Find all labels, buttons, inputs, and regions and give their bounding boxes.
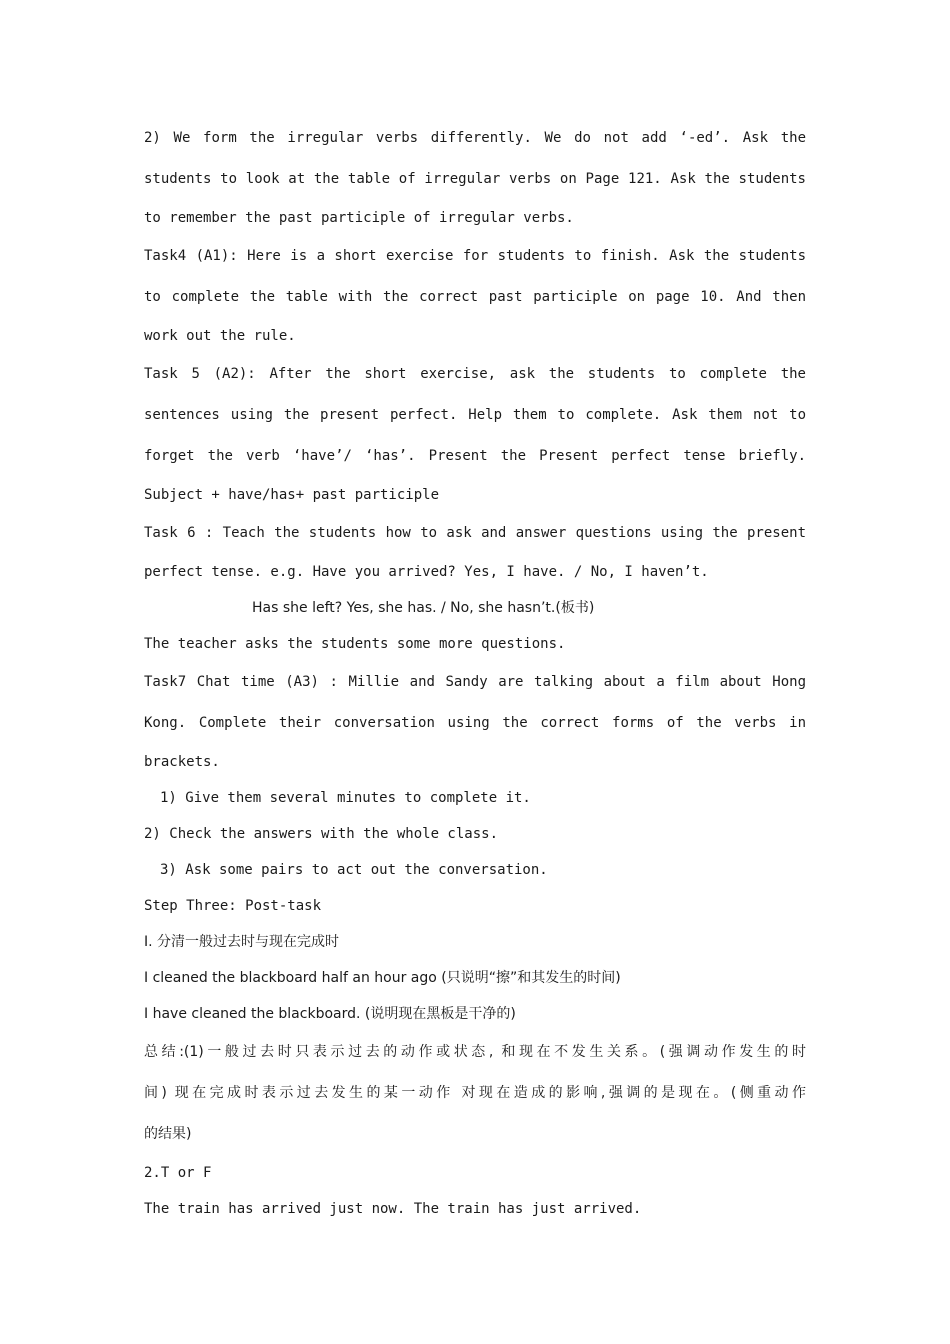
paragraph-task7 xyxy=(144,662,806,780)
list-item: 2) Check the answers with the whole class. xyxy=(144,826,499,842)
text-line: Task 6 : Teach the students how to ask and answer questions using the present xyxy=(144,525,806,541)
section-heading: Step Three: Post-task xyxy=(144,898,322,914)
text-line: Task7 Chat time (A3) : Millie and Sandy are talking about a film about Hong xyxy=(144,674,806,690)
text-line: I. 分清一般过去时与现在完成时 xyxy=(144,934,340,950)
text-line: I have cleaned the blackboard. (说明现在黑板是干净的) xyxy=(144,1006,516,1022)
text-line: 间) 现在完成时表示过去发生的某一动作 对现在造成的影响,强调的是现在。(侧重动作 xyxy=(144,1085,806,1101)
text-line: work out the rule. xyxy=(144,328,296,344)
text-line: Has she left? Yes, she has. / No, she hasn’t.(板书) xyxy=(252,600,595,616)
text-line: 2.T or F xyxy=(144,1165,212,1181)
paragraph-irregular-verbs xyxy=(144,118,806,236)
text-line: forget the verb ‘have’/ ‘has’. Present the Present perfect tense briefly. xyxy=(144,448,806,464)
text-line: 总结:(1)一般过去时只表示过去的动作或状态, 和现在不发生关系。(强调动作发生的时 xyxy=(144,1044,806,1060)
text-line: Task4 (A1): Here is a short exercise for students to finish. Ask the students xyxy=(144,248,806,264)
text-line: brackets. xyxy=(144,754,220,770)
step-list xyxy=(144,780,806,888)
text-line: 的结果) xyxy=(144,1126,192,1142)
paragraph-task5 xyxy=(144,354,806,513)
text-line: The train has arrived just now. The train has just arrived. xyxy=(144,1201,642,1217)
text-line: 2) We form the irregular verbs differently. We do not add ‘-ed’. Ask the xyxy=(144,130,806,146)
document-page xyxy=(144,118,806,1227)
list-item: 1) Give them several minutes to complete it. xyxy=(160,790,531,806)
text-line: I cleaned the blackboard half an hour ago (只说明“擦”和其发生的时间) xyxy=(144,970,621,986)
text-line: perfect tense. e.g. Have you arrived? Yes, I have. / No, I haven’t. xyxy=(144,564,709,580)
text-line: Task 5 (A2): After the short exercise, ask the students to complete the xyxy=(144,366,806,382)
text-line: The teacher asks the students some more questions. xyxy=(144,636,566,652)
text-line: to complete the table with the correct past participle on page 10. And then xyxy=(144,289,806,305)
text-line: Subject + have/has+ past participle xyxy=(144,487,440,503)
text-line: students to look at the table of irregular verbs on Page 121. Ask the students xyxy=(144,171,806,187)
text-line: to remember the past participle of irregular verbs. xyxy=(144,210,574,226)
paragraph-task4 xyxy=(144,236,806,354)
text-line: sentences using the present perfect. Help them to complete. Ask them not to xyxy=(144,407,806,423)
paragraph-task6 xyxy=(144,513,806,662)
text-line: Kong. Complete their conversation using the correct forms of the verbs in xyxy=(144,715,806,731)
post-task-section xyxy=(144,888,806,1227)
list-item: 3) Ask some pairs to act out the conversation. xyxy=(160,862,548,878)
